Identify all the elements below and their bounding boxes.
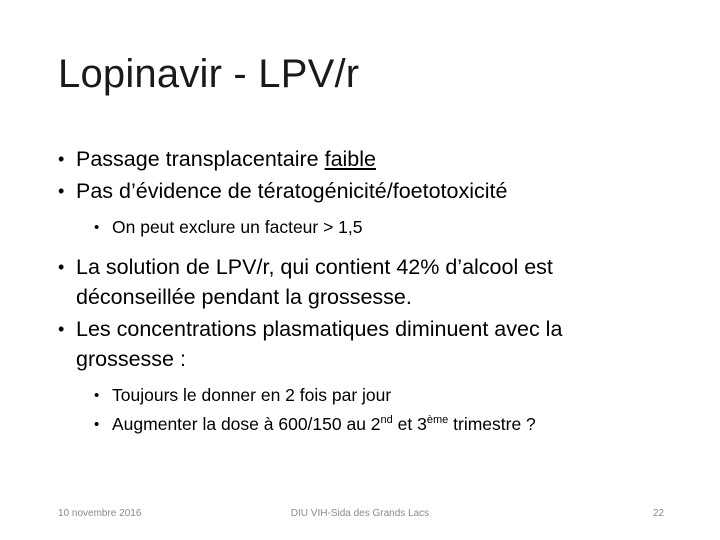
superscript: ème (426, 414, 449, 427)
sub-bullet-item (58, 382, 678, 409)
bullet-icon: • (58, 257, 65, 277)
bullet-item (58, 144, 678, 174)
sub-bullet-text: Augmenter la dose à 600/150 au 2 (112, 414, 381, 434)
bullet-item (58, 252, 678, 312)
sub-bullet-text: On peut exclure un facteur > 1,5 (112, 217, 363, 237)
slide-title: Lopinavir - LPV/r (58, 52, 360, 96)
bullet-icon: • (58, 319, 65, 339)
bullet-text: Passage transplacentaire (76, 147, 325, 171)
sub-bullet-text: Toujours le donner en 2 fois par jour (112, 385, 392, 405)
bullet-text-line: La solution de LPV/r, qui contient 42% d’alcool est (76, 255, 553, 279)
bullet-text: Pas d’évidence de tératogénicité/foetotoxicité (76, 179, 508, 203)
underlined-word: faible (324, 147, 376, 171)
bullet-item (58, 314, 678, 374)
sub-bullet-text: et 3 (392, 414, 427, 434)
page-number: 22 (652, 508, 664, 519)
superscript: nd (380, 414, 393, 427)
bullet-icon: • (94, 416, 100, 433)
bullet-icon: • (58, 149, 65, 169)
bullet-text-line: déconseillée pendant la grossesse. (76, 285, 412, 309)
sub-bullet-item (58, 214, 678, 241)
footer-date: 10 novembre 2016 (58, 508, 142, 519)
bullet-item (58, 176, 678, 206)
bullet-list (58, 144, 678, 438)
sub-bullet-item (58, 411, 678, 438)
bullet-text-line: Les concentrations plasmatiques diminuent avec la (76, 317, 563, 341)
footer-center-text: DIU VIH-Sida des Grands Lacs (290, 508, 430, 519)
bullet-icon: • (94, 387, 100, 404)
bullet-text-line: grossesse : (76, 347, 186, 371)
bullet-icon: • (94, 219, 100, 236)
bullet-icon: • (58, 181, 65, 201)
sub-bullet-text: trimestre ? (448, 414, 536, 434)
